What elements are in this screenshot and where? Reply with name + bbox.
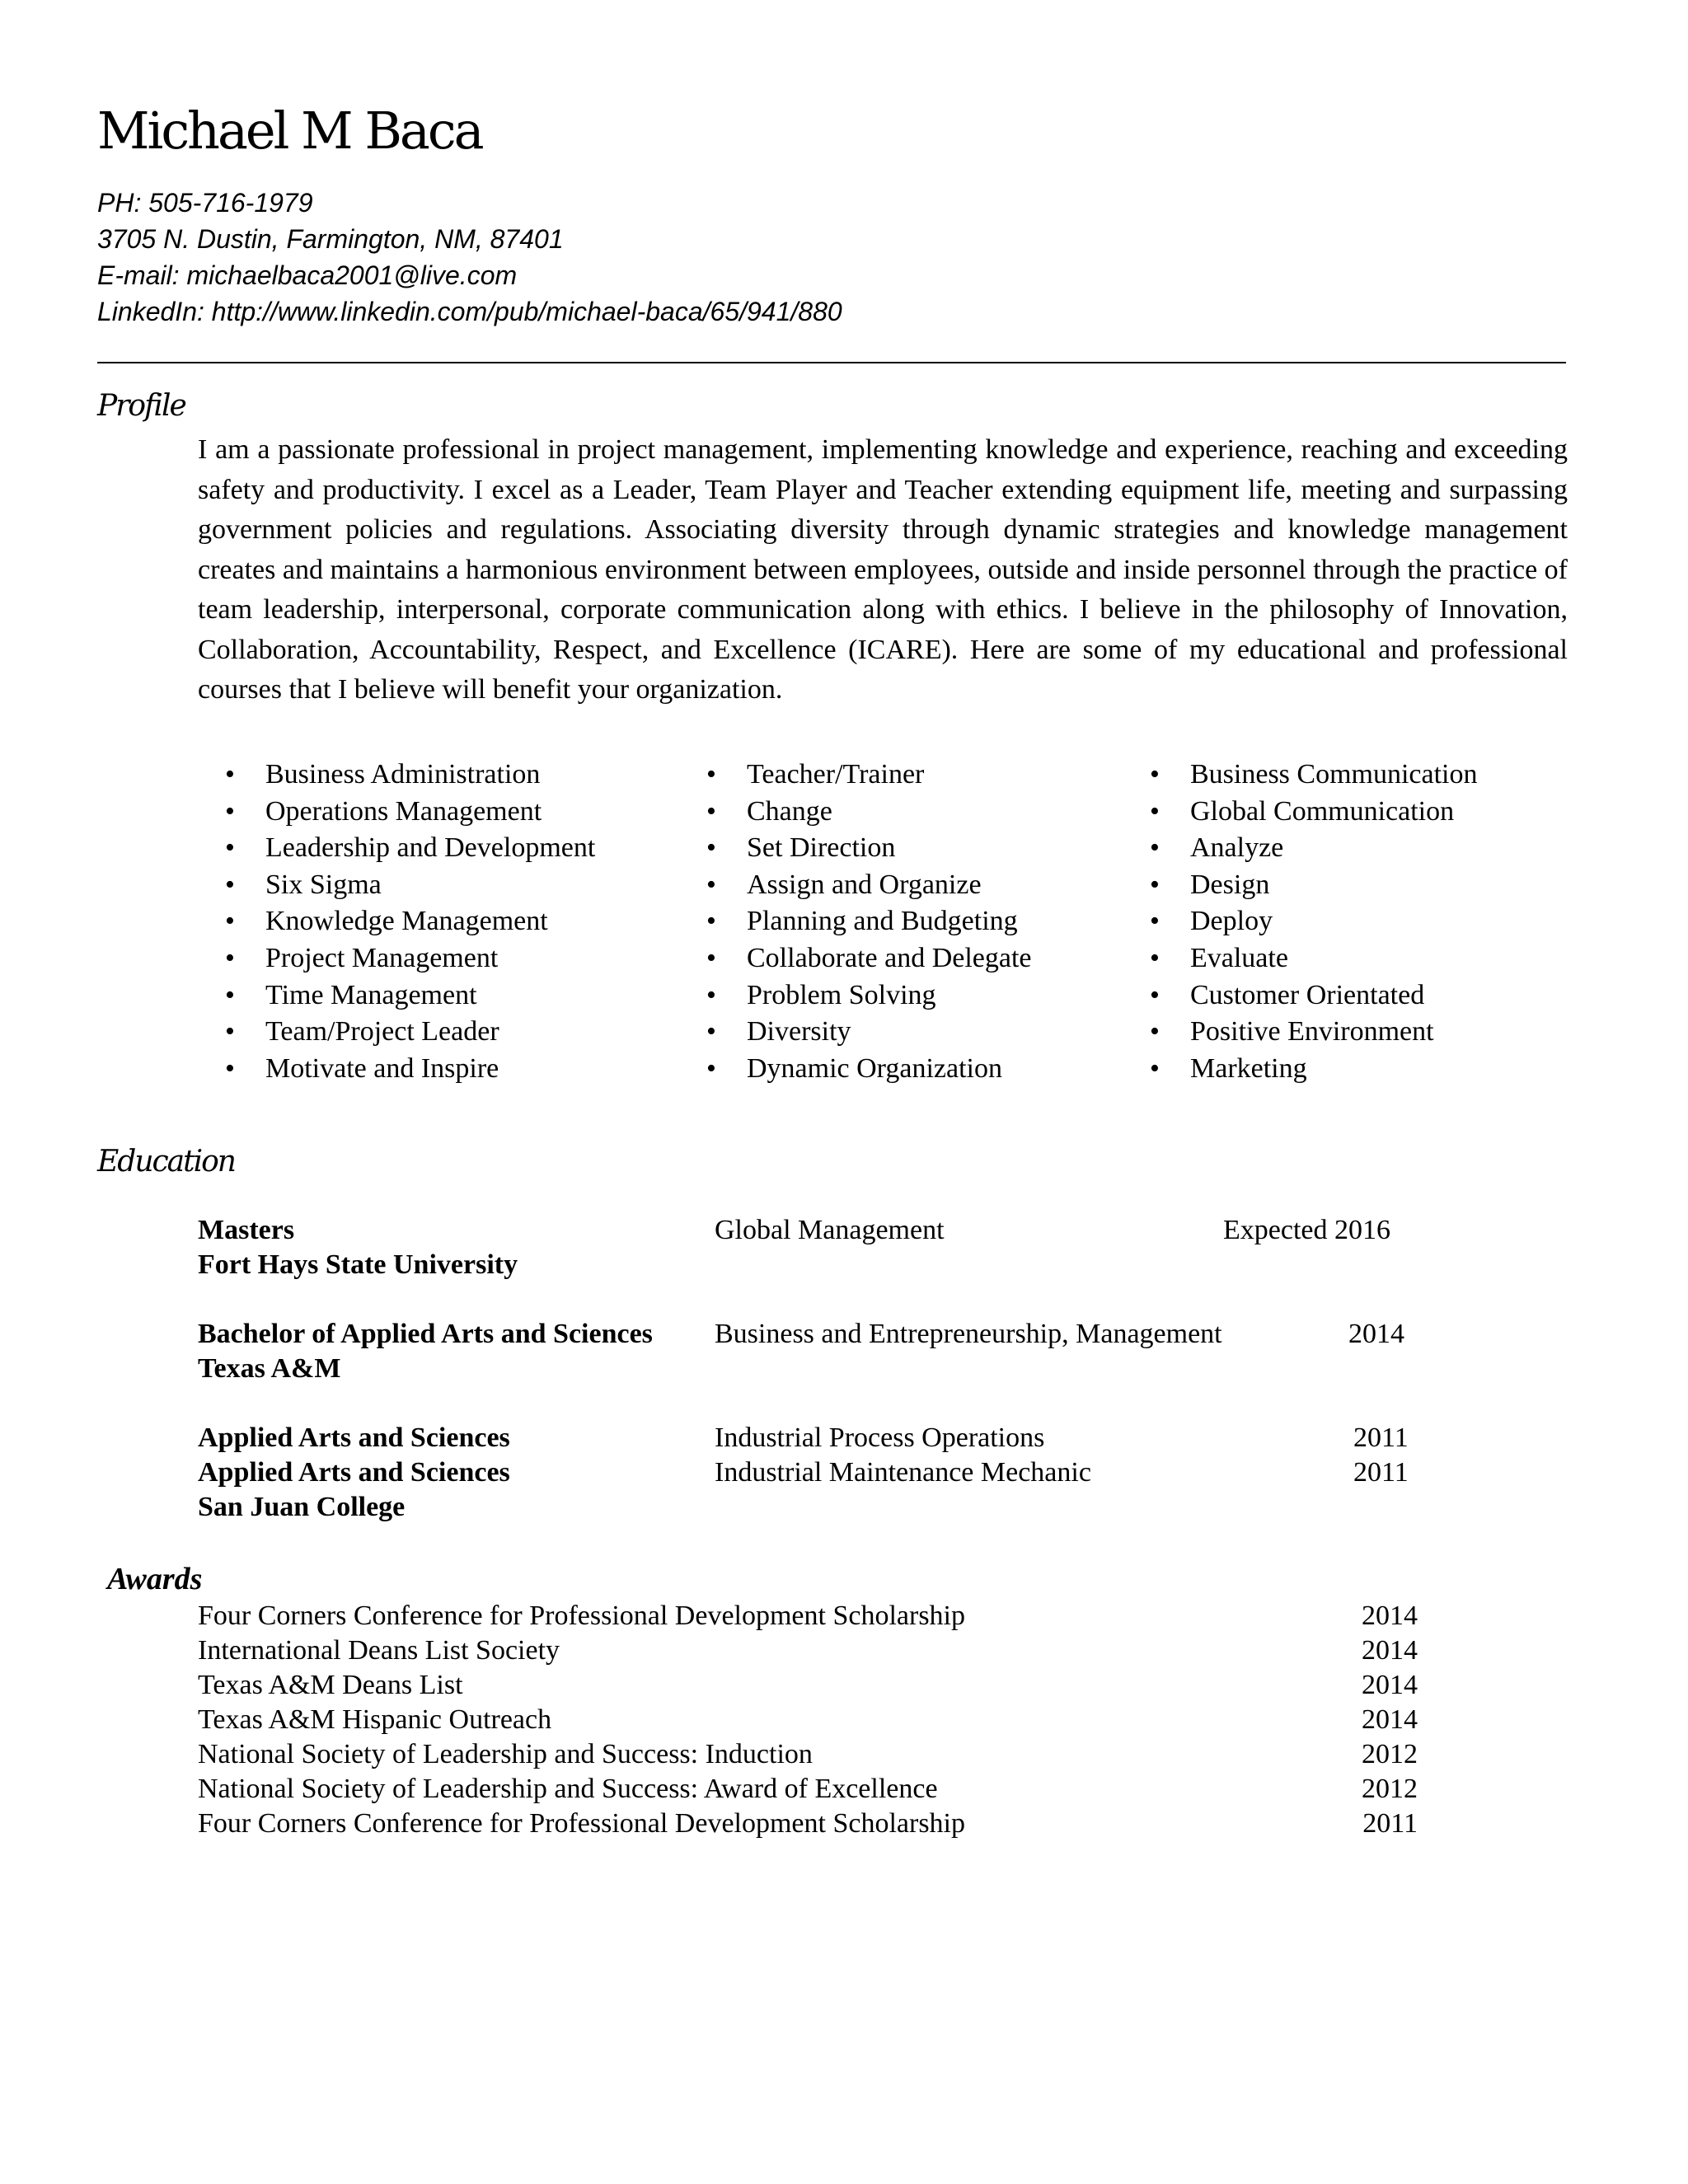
bullet: • <box>706 1016 716 1047</box>
award-year: 2012 <box>1362 1774 1418 1804</box>
bullet: • <box>706 942 716 973</box>
list-item: • Business Communication <box>1142 757 1478 794</box>
award-row <box>198 1807 1418 1841</box>
list-item: • Project Management <box>218 940 595 977</box>
list-item: • Planning and Budgeting <box>699 903 1032 940</box>
bullet: • <box>225 942 235 973</box>
aas2-field: Industrial Maintenance Mechanic <box>715 1457 1091 1488</box>
bullet: • <box>225 832 235 864</box>
list-item: • Problem Solving <box>699 977 1032 1015</box>
masters-degree: Masters <box>198 1215 295 1245</box>
skills-column-3 <box>1142 757 1478 1087</box>
award-row <box>198 1737 1418 1772</box>
list-item: • Operations Management <box>218 794 595 831</box>
bachelor-year: 2014 <box>1348 1319 1404 1349</box>
bullet: • <box>225 795 235 827</box>
list-item: • Design <box>1142 867 1478 904</box>
linkedin-line: LinkedIn: http://www.linkedin.com/pub/michael-baca/65/941/880 <box>97 297 842 326</box>
bullet: • <box>1150 1016 1160 1047</box>
list-item: • Diversity <box>699 1014 1032 1051</box>
contact-block <box>97 185 842 330</box>
award-year: 2014 <box>1362 1601 1418 1631</box>
award-year: 2012 <box>1362 1739 1418 1769</box>
profile-paragraph: I am a passionate professional in project management, implementing knowledge and experience, reaching and exceeding safety and productivity. I excel as a Leader, Team Player and Teacher extending equipment life, meeting and surpassing government policies and regulations. Associating diversity through dynamic strategies and knowledge management creates and maintains a harmonious environment between employees, outside and inside personnel through the practice of team leadership, interpersonal, corporate communication along with ethics. I believe in the philosophy of Innovation, Collaboration, Accountability, Respect, and Excellence (ICARE). Here are some of my educational and professional courses that I believe will benefit your organization. <box>198 434 1568 705</box>
list-item: • Marketing <box>1142 1051 1478 1088</box>
award-row <box>198 1633 1418 1668</box>
aas2-year: 2011 <box>1353 1457 1409 1488</box>
bullet: • <box>1150 979 1160 1010</box>
aas2-degree: Applied Arts and Sciences <box>198 1457 510 1488</box>
bullet: • <box>225 906 235 937</box>
bullet: • <box>1150 759 1160 790</box>
masters-school: Fort Hays State University <box>198 1249 518 1280</box>
bullet: • <box>1150 869 1160 900</box>
award-year: 2014 <box>1362 1670 1418 1700</box>
bullet: • <box>706 759 716 790</box>
bullet: • <box>706 832 716 864</box>
list-item: • Motivate and Inspire <box>218 1051 595 1088</box>
email-line: E-mail: michaelbaca2001@live.com <box>97 260 518 290</box>
award-year: 2014 <box>1362 1635 1418 1666</box>
bullet: • <box>706 979 716 1010</box>
bullet: • <box>225 1016 235 1047</box>
list-item: • Change <box>699 794 1032 831</box>
award-year: 2011 <box>1362 1808 1418 1839</box>
bullet: • <box>706 869 716 900</box>
bullet: • <box>706 906 716 937</box>
bullet: • <box>1150 906 1160 937</box>
award-row <box>198 1599 1418 1633</box>
address-line: 3705 N. Dustin, Farmington, NM, 87401 <box>97 224 564 254</box>
bachelor-field: Business and Entrepreneurship, Management <box>715 1319 1222 1349</box>
bullet: • <box>706 1052 716 1084</box>
bachelor-degree: Bachelor of Applied Arts and Sciences <box>198 1319 653 1349</box>
list-item: • Knowledge Management <box>218 903 595 940</box>
list-item: • Time Management <box>218 977 595 1015</box>
education-heading: Education <box>97 1145 235 1179</box>
list-item: • Dynamic Organization <box>699 1051 1032 1088</box>
list-item: • Set Direction <box>699 830 1032 867</box>
award-row <box>198 1703 1418 1737</box>
bullet: • <box>1150 942 1160 973</box>
candidate-name: Michael M Baca <box>97 101 482 161</box>
list-item: • Business Administration <box>218 757 595 794</box>
bullet: • <box>225 759 235 790</box>
award-year: 2014 <box>1362 1704 1418 1735</box>
profile-heading: Profile <box>97 389 185 423</box>
award-row <box>198 1668 1418 1703</box>
bullet: • <box>1150 1052 1160 1084</box>
masters-field: Global Management <box>715 1215 945 1245</box>
list-item: • Collaborate and Delegate <box>699 940 1032 977</box>
phone-line: PH: 505-716-1979 <box>97 188 313 218</box>
list-item: • Deploy <box>1142 903 1478 940</box>
list-item: • Global Communication <box>1142 794 1478 831</box>
list-item: • Team/Project Leader <box>218 1014 595 1051</box>
aas-school: San Juan College <box>198 1492 406 1522</box>
bullet: • <box>706 795 716 827</box>
list-item: • Analyze <box>1142 830 1478 867</box>
awards-heading: Awards <box>107 1562 203 1596</box>
bullet: • <box>225 1052 235 1084</box>
list-item: • Leadership and Development <box>218 830 595 867</box>
bullet: • <box>225 979 235 1010</box>
header-divider <box>97 362 1566 363</box>
list-item: • Six Sigma <box>218 867 595 904</box>
award-title: Four Corners Conference for Professional Development Scholarship <box>198 1601 965 1631</box>
bullet: • <box>1150 795 1160 827</box>
bullet: • <box>1150 832 1160 864</box>
award-title: International Deans List Society <box>198 1635 560 1666</box>
list-item: • Positive Environment <box>1142 1014 1478 1051</box>
list-item: • Evaluate <box>1142 940 1478 977</box>
award-title: Texas A&M Deans List <box>198 1670 463 1700</box>
skills-column-1 <box>218 757 595 1087</box>
award-row <box>198 1772 1418 1807</box>
list-item: • Assign and Organize <box>699 867 1032 904</box>
award-title: Four Corners Conference for Professional Development Scholarship <box>198 1808 965 1839</box>
aas1-year: 2011 <box>1353 1422 1409 1453</box>
award-title: National Society of Leadership and Success: Award of Excellence <box>198 1774 938 1804</box>
bachelor-school: Texas A&M <box>198 1353 341 1384</box>
list-item: • Teacher/Trainer <box>699 757 1032 794</box>
award-title: National Society of Leadership and Success: Induction <box>198 1739 813 1769</box>
bullet: • <box>225 869 235 900</box>
award-title: Texas A&M Hispanic Outreach <box>198 1704 552 1735</box>
masters-year: Expected 2016 <box>1223 1215 1390 1245</box>
list-item: • Customer Orientated <box>1142 977 1478 1015</box>
aas1-degree: Applied Arts and Sciences <box>198 1422 510 1453</box>
aas1-field: Industrial Process Operations <box>715 1422 1045 1453</box>
skills-column-2 <box>699 757 1032 1087</box>
